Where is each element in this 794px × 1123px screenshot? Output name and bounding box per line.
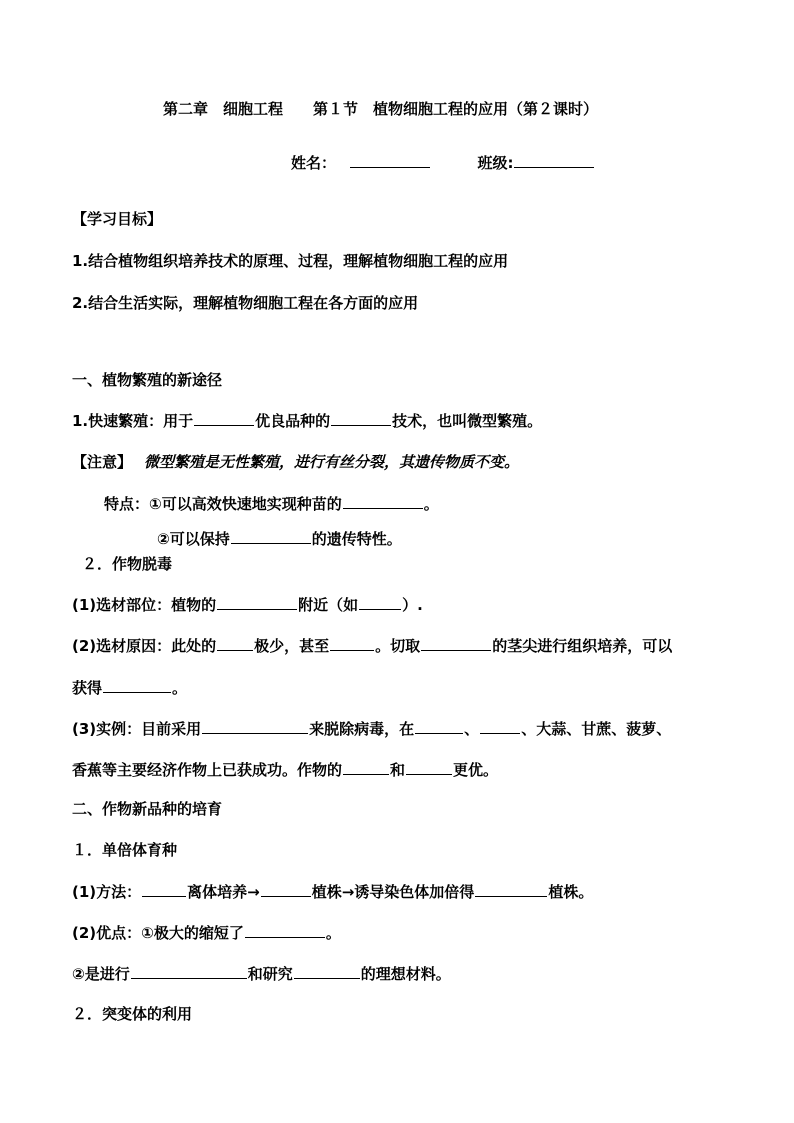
note-text: 微型繁殖是无性繁殖，进行有丝分裂，其遗传物质不变。 [144,453,520,471]
haploid-method-line: (1)方法： 离体培养→ 植株→诱导染色体加倍得 植株。 [72,883,594,901]
fill-blank[interactable] [202,718,308,734]
rapid-propagation-line: 1.快速繁殖：用于 优良品种的 技术，也叫微型繁殖。 [72,412,543,430]
fill-blank[interactable] [103,677,171,693]
section-heading: 二、作物新品种的培育 [72,800,223,818]
note-label: 【注意】 [72,453,133,471]
note-line [72,452,519,472]
student-info-line [291,152,595,173]
fill-blank[interactable] [131,963,247,979]
fill-blank[interactable] [475,881,547,897]
objective-item: 2.结合生活实际，理解植物细胞工程在各方面的应用 [72,294,419,312]
haploid-advantage-line: (2)优点：①极大的缩短了 。 [72,924,341,942]
subsection-heading: ２．突变体的利用 [72,1005,193,1023]
detox-line-2b: 获得 。 [72,679,188,697]
name-label: 姓名： [291,154,337,172]
fill-blank[interactable] [480,718,520,734]
fill-blank[interactable] [217,635,253,651]
section-heading: 一、植物繁殖的新途径 [72,371,223,389]
fill-blank[interactable] [330,635,374,651]
detox-line-1: (1)选材部位：植物的 附近（如 ）. [72,596,423,614]
fill-blank[interactable] [343,759,389,775]
class-label: 班级: [477,154,514,172]
fill-blank[interactable] [142,881,186,897]
objectives-heading: 【学习目标】 [72,210,163,228]
detox-line-2: (2)选材原因：此处的 极少，甚至 。切取 的茎尖进行组织培养，可以 [72,637,673,655]
name-blank[interactable] [350,152,430,168]
detox-line-3b: 香蕉等主要经济作物上已获成功。作物的 和 更优。 [72,761,499,779]
fill-blank[interactable] [194,410,254,426]
fill-blank[interactable] [331,410,391,426]
fill-blank[interactable] [261,881,311,897]
page-title: 第二章 细胞工程 第１节 植物细胞工程的应用（第２课时） [163,100,599,118]
subsection-heading: １．单倍体育种 [72,841,178,859]
haploid-advantage-line-2: ②是进行 和研究 的理想材料。 [72,965,451,983]
detox-line-3: (3)实例：目前采用 来脱除病毒，在 、 、大蒜、甘蔗、菠萝、 [72,720,672,738]
feature-line: ②可以保持 的遗传特性。 [157,530,402,548]
fill-blank[interactable] [217,594,297,610]
fill-blank[interactable] [245,922,325,938]
feature-line: 特点：①可以高效快速地实现种苗的 。 [104,495,439,513]
fill-blank[interactable] [294,963,360,979]
objective-item: 1.结合植物组织培养技术的原理、过程，理解植物细胞工程的应用 [72,252,509,270]
fill-blank[interactable] [415,718,463,734]
subsection-heading: ２．作物脱毒 [82,555,173,573]
fill-blank[interactable] [406,759,452,775]
fill-blank[interactable] [231,528,311,544]
fill-blank[interactable] [421,635,491,651]
class-blank[interactable] [514,152,594,168]
fill-blank[interactable] [343,493,423,509]
fill-blank[interactable] [359,594,401,610]
